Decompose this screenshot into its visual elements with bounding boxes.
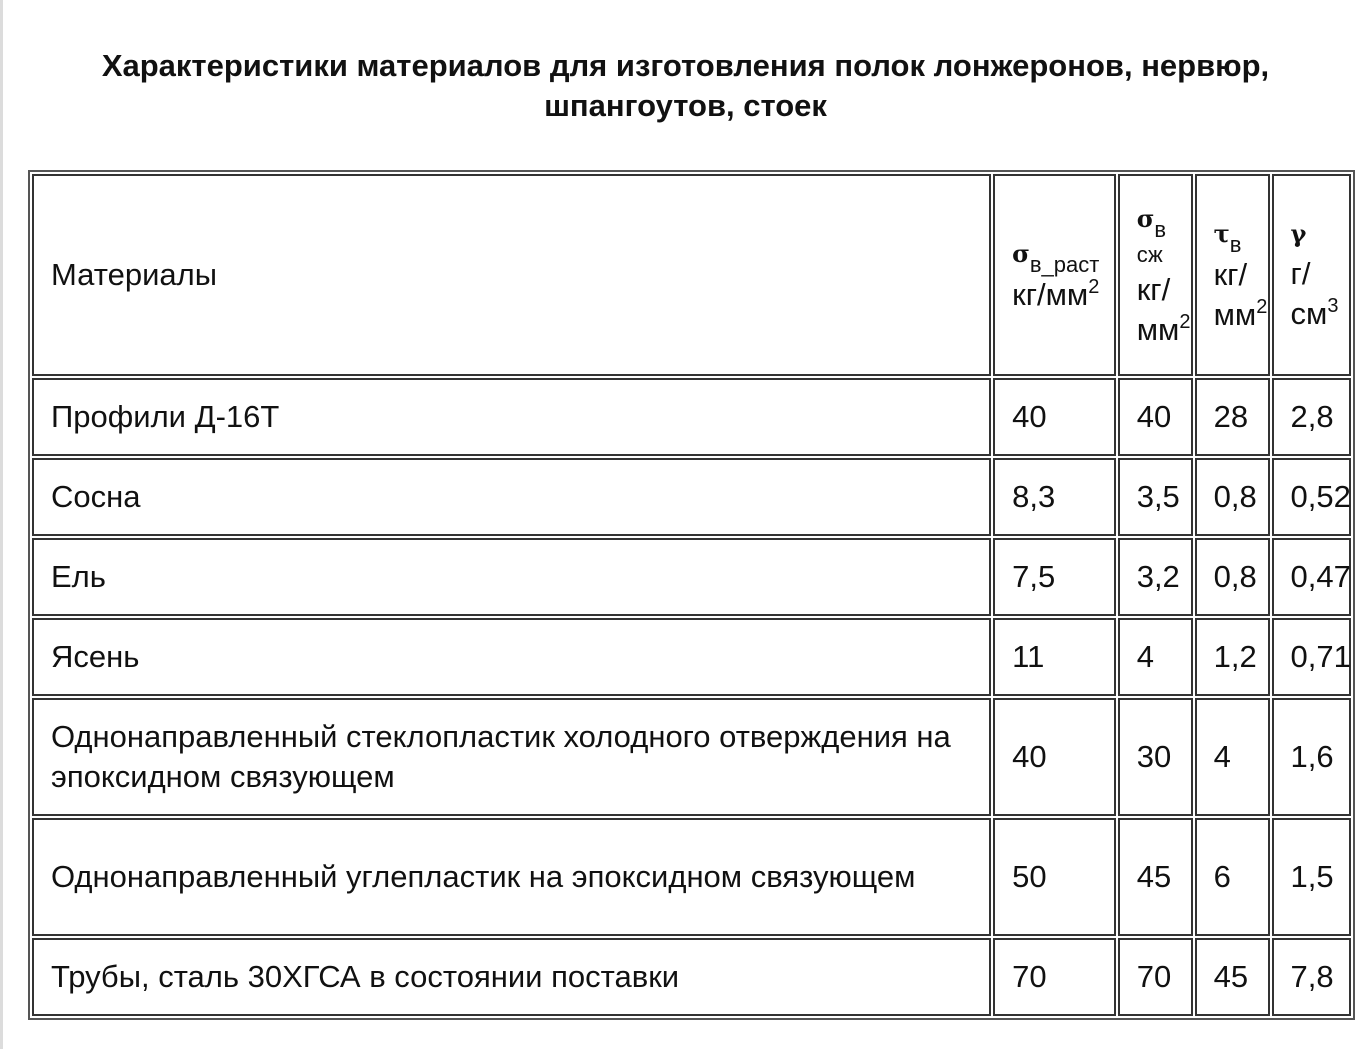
cell-shear: 0,8 [1195,538,1270,616]
cell-material: Однонаправленный углепластик на эпоксидном связующем [32,818,991,936]
header-density-unit: г/ [1290,256,1311,291]
header-compression-unit-exp: 2 [1179,310,1191,333]
cell-shear: 1,2 [1195,618,1270,696]
header-shear-unit: кг/ [1213,256,1248,292]
table-row [32,938,1351,1016]
cell-material: Ель [32,538,991,616]
table-row [32,538,1351,616]
cell-tension: 7,5 [993,538,1116,616]
cell-density: 0,71 [1272,618,1351,696]
cell-material: Ясень [32,618,991,696]
header-shear-unit2: мм [1213,296,1257,332]
cell-shear: 45 [1195,938,1270,1016]
cell-compression: 30 [1118,698,1193,816]
cell-shear: 28 [1195,378,1270,456]
cell-compression: 45 [1118,818,1193,936]
cell-material: Профили Д-16Т [32,378,991,456]
cell-compression: 70 [1118,938,1193,1016]
cell-compression: 3,2 [1118,538,1193,616]
header-tension-unit: кг/мм [1012,276,1089,312]
table-row [32,618,1351,696]
header-compression-strength [1118,174,1193,376]
header-compression-unit2: мм [1136,311,1180,347]
cell-material: Сосна [32,458,991,536]
header-compression-sub2: сж [1136,241,1163,267]
header-shear-strength [1195,174,1270,376]
header-density [1272,174,1351,376]
materials-table [28,170,1355,1020]
table-row [32,818,1351,936]
cell-density: 2,8 [1272,378,1351,456]
cell-tension: 40 [993,378,1116,456]
cell-tension: 70 [993,938,1116,1016]
cell-shear: 0,8 [1195,458,1270,536]
sigma-symbol: σ [1012,238,1030,268]
header-shear-sub: в [1229,231,1242,257]
header-compression-sub: в [1154,216,1167,242]
table-row [32,698,1351,816]
table-header-row [32,174,1351,376]
cell-tension: 11 [993,618,1116,696]
page-left-border [0,0,3,1049]
cell-material: Трубы, сталь 30ХГСА в состоянии поставки [32,938,991,1016]
table-row [32,458,1351,536]
table-row [32,378,1351,456]
cell-compression: 3,5 [1118,458,1193,536]
header-tension-unit-exp: 2 [1088,275,1100,298]
sigma-symbol: σ [1136,203,1155,233]
header-materials-label: Материалы [51,257,217,292]
cell-density: 7,8 [1272,938,1351,1016]
cell-density: 1,6 [1272,698,1351,816]
gamma-symbol: γ [1290,219,1307,248]
cell-density: 1,5 [1272,818,1351,936]
page-title: Характеристики материалов для изготовления полок лонжеронов, нервюр, шпангоутов, стоек [101,48,1270,123]
cell-tension: 8,3 [993,458,1116,536]
header-density-unit2: см [1290,296,1328,331]
cell-material: Однонаправленный стеклопластик холодного отверждения на эпоксидном связующем [32,698,991,816]
cell-compression: 4 [1118,618,1193,696]
header-tension-sub: в_раст [1029,251,1100,277]
cell-tension: 40 [993,698,1116,816]
header-tension-strength [993,174,1116,376]
cell-compression: 40 [1118,378,1193,456]
cell-shear: 6 [1195,818,1270,936]
cell-density: 0,47 [1272,538,1351,616]
cell-density: 0,52 [1272,458,1351,536]
tau-symbol: τ [1213,218,1230,248]
header-materials [32,174,991,376]
cell-shear: 4 [1195,698,1270,816]
header-density-unit-exp: 3 [1327,295,1339,317]
cell-tension: 50 [993,818,1116,936]
header-shear-unit-exp: 2 [1256,295,1268,318]
header-compression-unit: кг/ [1136,271,1171,307]
